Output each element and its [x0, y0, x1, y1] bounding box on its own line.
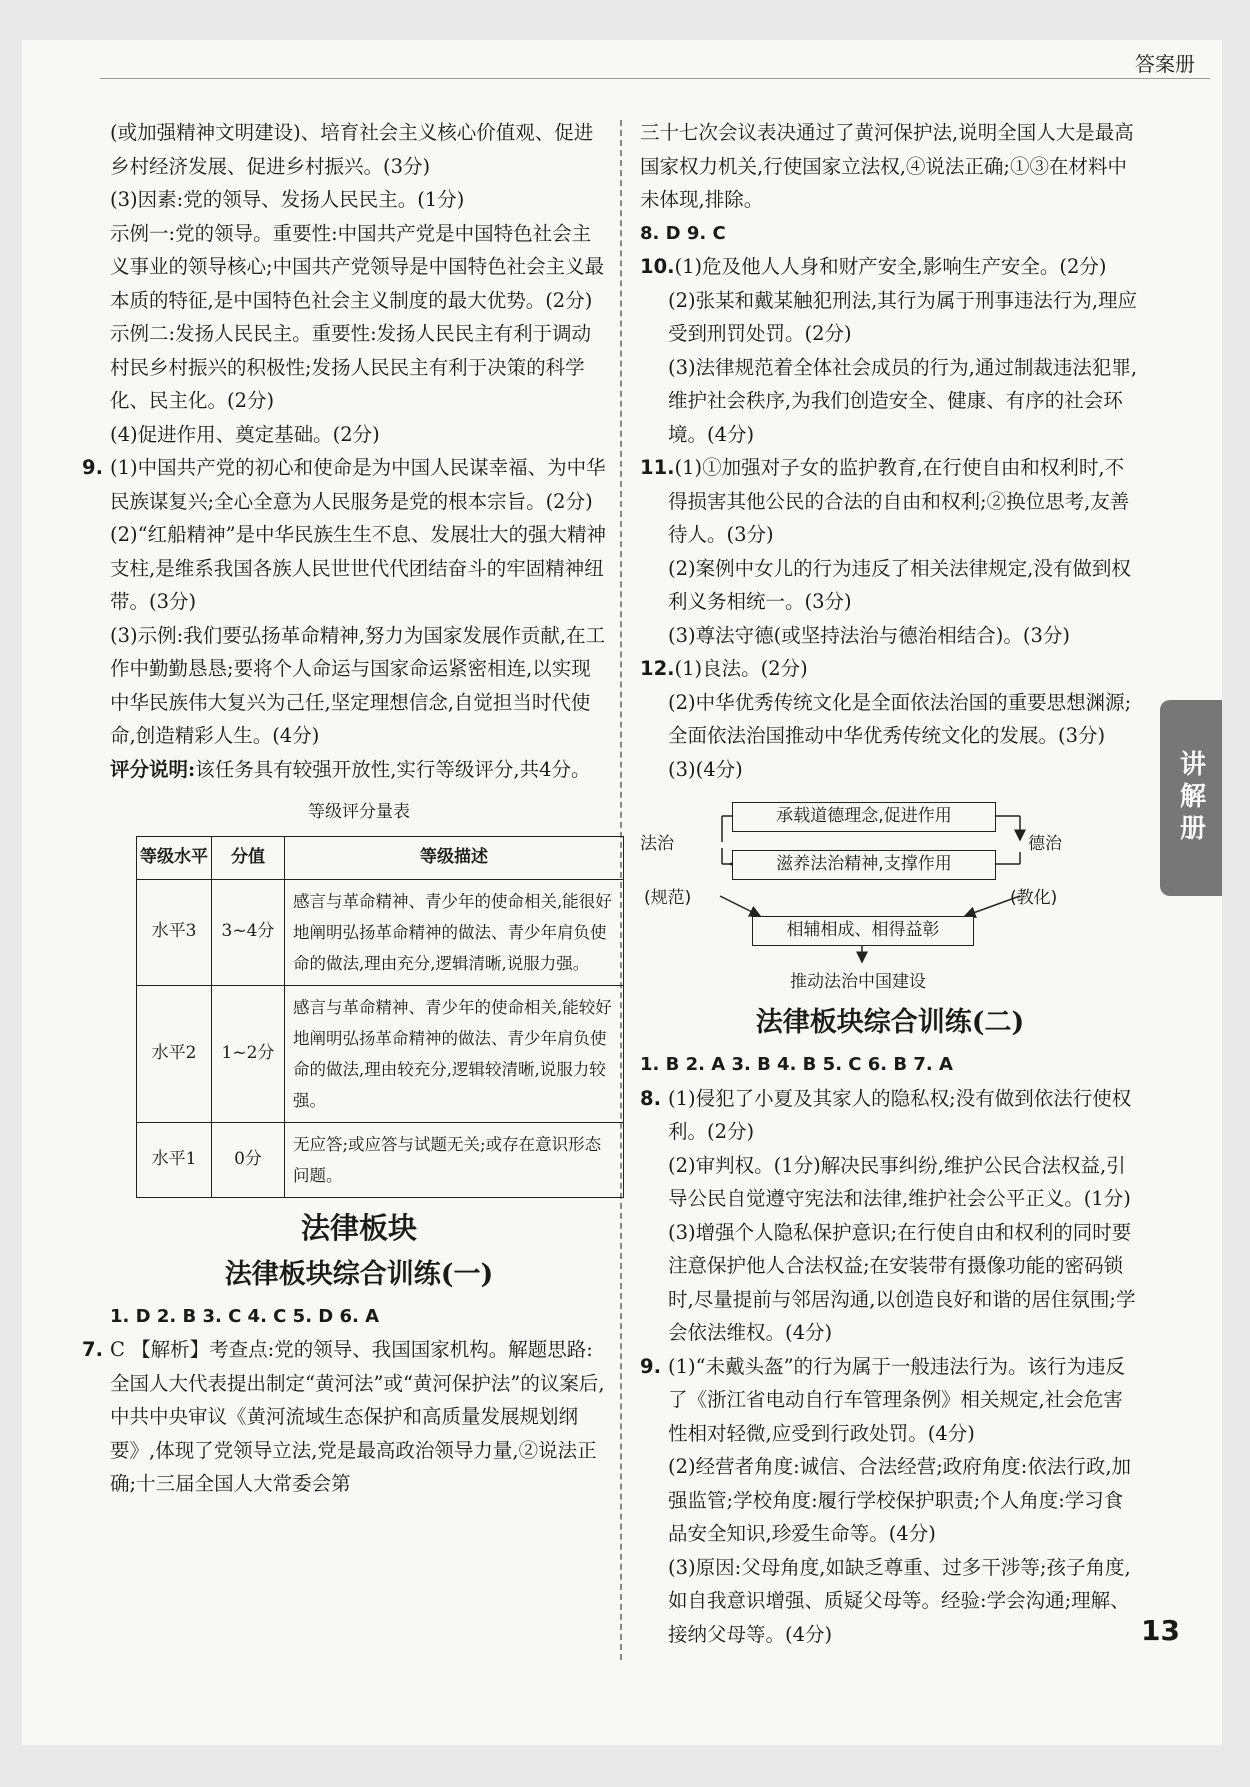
answer-text: (3)增强个人隐私保护意识;在行使自由和权利的同时要注意保护他人合法权益;在安装带有摄像功能的密码锁时,尽量提前与邻居沟通,以创造良好和谐的居住氛围;学会依法维权。(4分): [668, 1220, 1136, 1344]
answer-text: C 【解析】考查点:党的领导、我国国家机构。解题思路:全国人大代表提出制定“黄河法”或“黄河保护法”的议案后,中共中央审议《黄河流域生态保护和高质量发展规划纲要》,体现了党领导立法,党是最高政治领导力量,②说法正确;十三届全国人大常委会第: [110, 1338, 605, 1495]
table-title: 等级评分量表: [308, 802, 410, 822]
right-column: [640, 116, 1140, 1651]
right-node-label: 德治: [1028, 834, 1062, 854]
question-number: 9.: [640, 1354, 661, 1378]
answer-text: (2)审判权。(1分)解决民事纠纷,维护公民合法权益,引导公民自觉遵守宪法和法律,维护社会公平正义。(1分): [668, 1153, 1131, 1210]
answer-text: (3)原因:父母角度,如缺乏尊重、过多干涉等;孩子角度,如自我意识增强、质疑父母等。经验:学会沟通;理解、接纳父母等。(4分): [668, 1555, 1131, 1646]
scoring-label: 评分说明:: [110, 757, 196, 781]
score-cell: 0分: [212, 1122, 285, 1197]
left-note: (规范): [644, 888, 692, 908]
answer-text: (1)①加强对子女的监护教育,在行使自由和权利时,不得损害其他公民的合法的自由和权利;②换位思考,友善待人。(3分): [668, 456, 1130, 546]
section-side-tab[interactable]: 讲解册: [1160, 700, 1222, 896]
text-line: (4)促进作用、奠定基础。(2分): [110, 422, 380, 446]
desc-cell: 无应答;或应答与试题无关;或存在意识形态问题。: [285, 1122, 624, 1197]
text-line: 示例二:发扬人民民主。重要性:发扬人民民主有利于调动村民乡村振兴的积极性;发扬人民民主有利于决策的科学化、民主化。(2分): [110, 322, 592, 412]
answer-text: (1)侵犯了小夏及其家人的隐私权;没有做到依法行使权利。(2分): [668, 1086, 1132, 1143]
answer-text: (1)危及他人人身和财产安全,影响生产安全。(2分): [674, 255, 1107, 278]
answer-text: (3)示例:我们要弘扬革命精神,努力为国家发展作贡献,在工作中勤勤恳恳;要将个人命运与国家命运紧密相连,以实现中华民族伟大复兴为己任,坚定理想信念,自觉担当时代使命,创造精彩人生。(4分): [110, 623, 606, 747]
answer-text: (2)案例中女儿的行为违反了相关法律规定,没有做到权利义务相统一。(3分): [668, 556, 1131, 613]
question-10: [640, 250, 1140, 451]
left-node-label: 法治: [640, 834, 674, 854]
score-cell: 3~4分: [212, 879, 285, 985]
choice-answers: 8. D 9. C: [640, 222, 726, 244]
header-label: 答案册: [1135, 52, 1195, 76]
answer-text: (2)经营者角度:诚信、合法经营;政府角度:依法行政,加强监管;学校角度:履行学校保护职责;个人角度:学习食品安全知识,珍爱生命等。(4分): [668, 1455, 1132, 1545]
question-11: [640, 451, 1140, 652]
scoring-table: [136, 836, 624, 1198]
answer-text: (1)良法。(2分): [674, 657, 808, 680]
table-row: [137, 879, 624, 985]
question-number: 12.: [640, 657, 675, 680]
result-label: 推动法治中国建设: [790, 972, 926, 992]
answer-text: (1)“未戴头盔”的行为属于一般违法行为。该行为违反了《浙江省电动自行车管理条例》相关规定,社会危害性相对轻微,应受到行政处罚。(4分): [668, 1354, 1126, 1445]
answer-text: (2)中华优秀传统文化是全面依法治国的重要思想渊源;全面依法治国推动中华优秀传统文化的发展。(3分): [668, 690, 1132, 747]
rule-of-law-diagram: [640, 788, 1140, 996]
question-number: 9.: [82, 456, 103, 479]
desc-cell: 感言与革命精神、青少年的使命相关,能较好地阐明弘扬革命精神的做法、青少年肩负使命的做法,理由较充分,逻辑较清晰,说服力较强。: [285, 985, 624, 1122]
desc-cell: 感言与革命精神、青少年的使命相关,能很好地阐明弘扬革命精神的做法、青少年肩负使命的做法,理由充分,逻辑清晰,说服力强。: [285, 879, 624, 985]
section-subtitle: 法律板块综合训练(一): [224, 1258, 494, 1290]
choice-answers: 1. D 2. B 3. C 4. C 5. D 6. A: [110, 1305, 380, 1327]
question-9b: [640, 1350, 1140, 1652]
question-number: 11.: [640, 456, 675, 479]
question-number: 7.: [82, 1338, 103, 1361]
right-note: (教化): [1010, 888, 1058, 908]
scoring-text: 该任务具有较强开放性,实行等级评分,共4分。: [195, 757, 591, 781]
question-7: [82, 1333, 608, 1501]
answer-text: (2)“红船精神”是中华民族生生不息、发展壮大的强大精神支柱,是维系我国各族人民世世代代团结奋斗的牢固精神纽带。(3分): [110, 523, 607, 613]
header-rule: [100, 78, 1210, 79]
section-title: 法律板块: [300, 1210, 417, 1245]
arrow-diag: [720, 896, 760, 916]
table-row: [137, 985, 624, 1122]
answer-text: (3)法律规范着全体社会成员的行为,通过制裁违法犯罪,维护社会秩序,为我们创造安全、健康、有序的社会环境。(4分): [668, 355, 1138, 446]
level-cell: 水平3: [137, 879, 212, 985]
question-number: 10.: [640, 255, 675, 278]
table-header: 分值: [212, 836, 285, 879]
score-cell: 1~2分: [212, 985, 285, 1122]
answer-text: (3)(4分): [668, 757, 743, 781]
text-line: (3)因素:党的领导、发扬人民民主。(1分): [110, 188, 465, 211]
bottom-box: 相辅相成、相得益彰: [752, 916, 974, 946]
level-cell: 水平1: [137, 1122, 212, 1197]
table-header: 等级水平: [137, 836, 212, 879]
choice-answers: 1. B 2. A 3. B 4. B 5. C 6. B 7. A: [640, 1054, 953, 1075]
table-row: [137, 1122, 624, 1197]
question-12: [640, 652, 1140, 786]
answer-text: (2)张某和戴某触犯刑法,其行为属于刑事违法行为,理应受到刑罚处罚。(2分): [668, 288, 1138, 345]
section-subtitle: 法律板块综合训练(二): [755, 1007, 1025, 1038]
table-header: 等级描述: [285, 836, 624, 879]
text-line: 示例一:党的领导。重要性:中国共产党是中国特色社会主义事业的领导核心;中国共产党领导是中国特色社会主义最本质的特征,是中国特色社会主义制度的最大优势。(2分): [110, 221, 605, 312]
top-box: 承载道德理念,促进作用: [732, 802, 996, 832]
left-column: [82, 116, 612, 1501]
text-line: 三十七次会议表决通过了黄河保护法,说明全国人大是最高国家权力机关,行使国家立法权,④说法正确;①③在材料中未体现,排除。: [640, 121, 1134, 211]
level-cell: 水平2: [137, 985, 212, 1122]
page-number: 13: [1141, 1614, 1180, 1647]
question-9: [82, 451, 608, 786]
answer-text: (1)中国共产党的初心和使命是为中国人民谋幸福、为中华民族谋复兴;全心全意为人民服务是党的根本宗旨。(2分): [110, 456, 606, 513]
middle-box: 滋养法治精神,支撑作用: [732, 850, 996, 880]
text-line: (或加强精神文明建设)、培育社会主义核心价值观、促进乡村经济发展、促进乡村振兴。(3分): [110, 121, 594, 178]
answer-text: (3)尊法守德(或坚持法治与德治相结合)。(3分): [668, 623, 1070, 647]
question-number: 8.: [640, 1086, 661, 1110]
question-8: [640, 1082, 1140, 1350]
